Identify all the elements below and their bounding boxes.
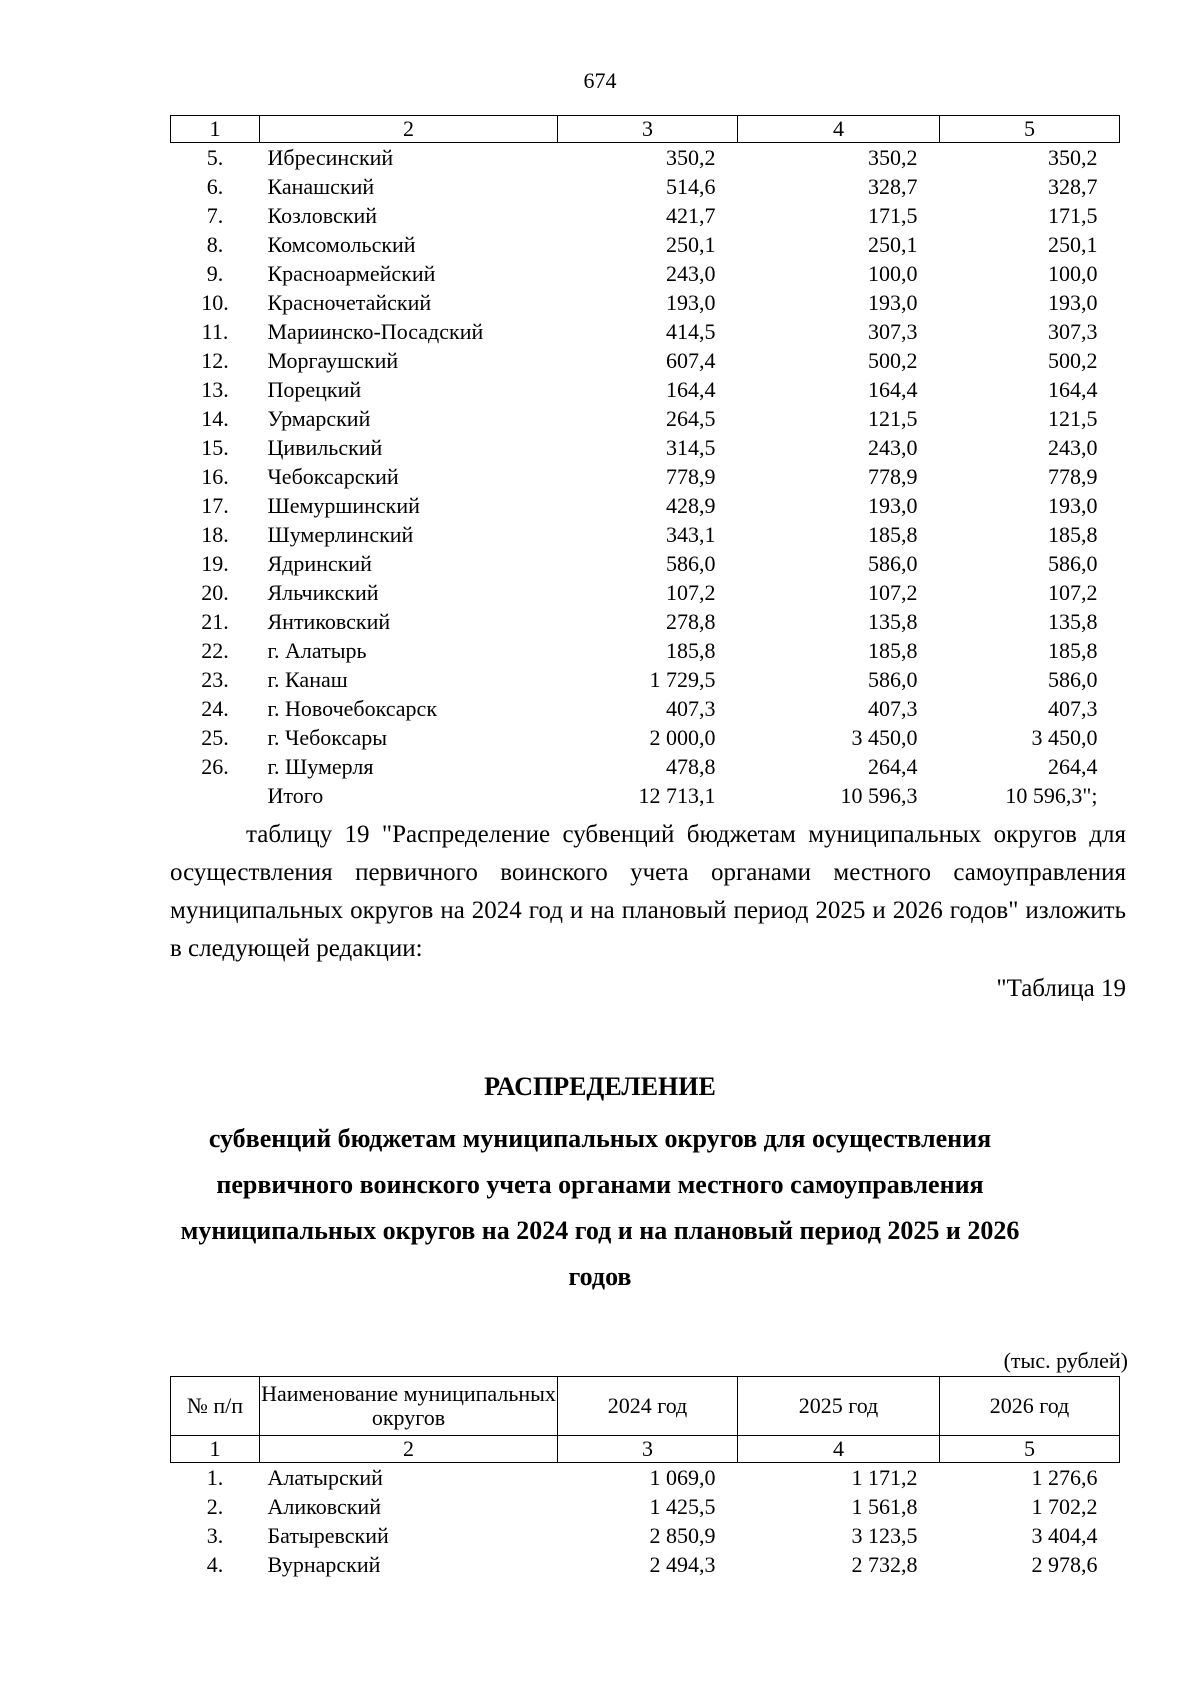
table-row: [171, 259, 1120, 288]
value-2026: 100,0: [1048, 261, 1098, 286]
table-row: [171, 1521, 1120, 1550]
row-number: 18.: [201, 522, 229, 547]
district-name: г. Новочебоксарск: [267, 696, 438, 721]
row-number: 23.: [201, 667, 229, 692]
value-2024: 12 713,1: [638, 783, 716, 808]
value-2024: 778,9: [666, 464, 716, 489]
value-2024: 478,8: [666, 754, 716, 779]
value-2025: 185,8: [868, 522, 918, 547]
row-number: 6.: [206, 174, 224, 199]
value-2024: 1 069,0: [649, 1465, 716, 1490]
value-2025: 243,0: [868, 435, 918, 460]
value-2024: 407,3: [666, 696, 716, 721]
district-name: Шемуршинский: [267, 493, 420, 518]
table-row: [171, 1463, 1120, 1493]
row-number: 14.: [201, 406, 229, 431]
column-number: 2: [260, 1436, 558, 1463]
value-2026: 778,9: [1048, 464, 1098, 489]
column-number: 1: [171, 1436, 260, 1463]
district-name: г. Шумерля: [267, 754, 374, 779]
value-2024: 514,6: [666, 174, 716, 199]
row-number: 4.: [206, 1552, 224, 1577]
value-2026: 1 276,6: [1031, 1465, 1098, 1490]
table-row: [171, 665, 1120, 694]
district-name: Яльчикский: [267, 580, 379, 605]
district-name: Чебоксарский: [267, 464, 399, 489]
district-name: Комсомольский: [267, 232, 416, 257]
table-row: [171, 520, 1120, 549]
value-2025: 100,0: [868, 261, 918, 286]
table-row: [171, 317, 1120, 346]
district-name: г. Чебоксары: [267, 725, 388, 750]
value-2024: 185,8: [666, 638, 716, 663]
value-2026: 135,8: [1048, 609, 1098, 634]
district-name: Цивильский: [267, 435, 383, 460]
column-number: 2: [260, 116, 558, 143]
table-row: [171, 433, 1120, 462]
value-2026: 500,2: [1048, 348, 1098, 373]
column-number: 5: [940, 116, 1120, 143]
district-name: Янтиковский: [267, 609, 391, 634]
row-number: 20.: [201, 580, 229, 605]
row-number: 21.: [201, 609, 229, 634]
table-row: [171, 288, 1120, 317]
value-2026: 121,5: [1048, 406, 1098, 431]
value-2024: 421,7: [666, 203, 716, 228]
table-row: [171, 491, 1120, 520]
value-2026: 1 702,2: [1031, 1494, 1098, 1519]
units-label: (тыс. рублей): [1003, 1348, 1128, 1373]
value-2025: 307,3: [868, 319, 918, 344]
subvention-table: [170, 1376, 1120, 1579]
value-2025: 185,8: [868, 638, 918, 663]
row-number: 16.: [201, 464, 229, 489]
value-2024: 314,5: [666, 435, 716, 460]
value-2025: 586,0: [868, 551, 918, 576]
row-number: 13.: [201, 377, 229, 402]
value-2025: 500,2: [868, 348, 918, 373]
table2-body: [171, 1377, 1120, 1580]
table-row: [171, 375, 1120, 404]
district-name: Порецкий: [267, 377, 362, 402]
amendment-paragraph: таблицу 19 "Распределение субвенций бюджетам муниципальных округов для осуществления первичного воинского учета органами местного самоуправления муниципальных округов на 2024 год и на плановый период 2025 и 2026 годов" изложить в следующей редакции:: [170, 821, 1126, 962]
header-num: № п/п: [171, 1377, 260, 1436]
district-name: Аликовский: [267, 1494, 381, 1519]
district-name: Канашский: [267, 174, 375, 199]
value-2026: 350,2: [1048, 145, 1098, 170]
table-row: [171, 172, 1120, 201]
column-number: 1: [171, 116, 260, 143]
value-2026: 185,8: [1048, 522, 1098, 547]
row-number: 26.: [201, 754, 229, 779]
row-number: 17.: [201, 493, 229, 518]
value-2024: 107,2: [666, 580, 716, 605]
header-2026: 2026 год: [940, 1377, 1120, 1436]
value-2025: 407,3: [868, 696, 918, 721]
value-2025: 3 123,5: [851, 1523, 918, 1548]
value-2024: 250,1: [666, 232, 716, 257]
row-number: 10.: [201, 290, 229, 315]
value-2025: 135,8: [868, 609, 918, 634]
value-2025: 3 450,0: [851, 725, 918, 750]
row-number: 24.: [201, 696, 229, 721]
row-number: 22.: [201, 638, 229, 663]
district-name: г. Канаш: [267, 667, 348, 692]
header-name: Наименование муниципальных округов: [260, 1377, 558, 1436]
value-2024: 586,0: [666, 551, 716, 576]
table-row: [171, 781, 1120, 810]
district-name: Итого: [267, 783, 324, 808]
district-name: Ядринский: [267, 551, 372, 576]
subvention-table-continued: [170, 115, 1120, 810]
value-2026: 193,0: [1048, 290, 1098, 315]
row-number: 1.: [206, 1465, 224, 1490]
row-number: 15.: [201, 435, 229, 460]
value-2026: 586,0: [1048, 551, 1098, 576]
value-2025: 107,2: [868, 580, 918, 605]
value-2025: 2 732,8: [851, 1552, 918, 1577]
value-2025: 350,2: [868, 145, 918, 170]
table-header-row: [171, 1377, 1120, 1436]
table-row: [171, 230, 1120, 259]
district-name: Красночетайский: [267, 290, 432, 315]
table-row: [171, 607, 1120, 636]
row-number: 8.: [206, 232, 224, 257]
row-number: 12.: [201, 348, 229, 373]
table-row: [171, 1550, 1120, 1579]
page-number: 674: [583, 68, 617, 93]
value-2026: 107,2: [1048, 580, 1098, 605]
row-number: 2.: [206, 1494, 224, 1519]
row-number: 7.: [206, 203, 224, 228]
value-2026: 328,7: [1048, 174, 1098, 199]
table-row: [171, 1492, 1120, 1521]
table-row: [171, 462, 1120, 491]
value-2026: 193,0: [1048, 493, 1098, 518]
value-2024: 278,8: [666, 609, 716, 634]
value-2024: 164,4: [666, 377, 716, 402]
value-2024: 350,2: [666, 145, 716, 170]
table-row: [171, 752, 1120, 781]
value-2024: 2 850,9: [649, 1523, 716, 1548]
value-2025: 778,9: [868, 464, 918, 489]
value-2025: 10 596,3: [840, 783, 918, 808]
column-number-row: [171, 116, 1120, 143]
value-2026: 407,3: [1048, 696, 1098, 721]
value-2025: 250,1: [868, 232, 918, 257]
column-number: 4: [738, 116, 940, 143]
value-2025: 586,0: [868, 667, 918, 692]
value-2026: 586,0: [1048, 667, 1098, 692]
value-2024: 193,0: [666, 290, 716, 315]
value-2025: 193,0: [868, 290, 918, 315]
table-row: [171, 549, 1120, 578]
district-name: Козловский: [267, 203, 378, 228]
header-2024: 2024 год: [558, 1377, 738, 1436]
value-2025: 1 561,8: [851, 1494, 918, 1519]
row-number: 19.: [201, 551, 229, 576]
value-2025: 121,5: [868, 406, 918, 431]
value-2025: 264,4: [868, 754, 918, 779]
table-row: [171, 404, 1120, 433]
value-2026: 185,8: [1048, 638, 1098, 663]
row-number: 25.: [201, 725, 229, 750]
value-2025: 193,0: [868, 493, 918, 518]
value-2024: 414,5: [666, 319, 716, 344]
value-2024: 243,0: [666, 261, 716, 286]
value-2026: 264,4: [1048, 754, 1098, 779]
column-number: 4: [738, 1436, 940, 1463]
value-2024: 1 729,5: [649, 667, 716, 692]
table-title: РАСПРЕДЕЛЕНИЕ: [484, 1072, 716, 1101]
value-2026: 10 596,3";: [1005, 783, 1098, 808]
district-name: Моргаушский: [267, 348, 399, 373]
value-2025: 328,7: [868, 174, 918, 199]
column-number: 5: [940, 1436, 1120, 1463]
district-name: Ибресинский: [267, 145, 394, 170]
value-2024: 343,1: [666, 522, 716, 547]
district-name: Урмарский: [267, 406, 371, 431]
table-row: [171, 201, 1120, 230]
column-number: 3: [558, 1436, 738, 1463]
district-name: Батыревский: [267, 1523, 389, 1548]
row-number: 9.: [206, 261, 224, 286]
district-name: Алатырский: [267, 1465, 383, 1490]
row-number: 11.: [201, 319, 229, 344]
value-2025: 1 171,2: [851, 1465, 918, 1490]
row-number: 5.: [206, 145, 224, 170]
value-2024: 1 425,5: [649, 1494, 716, 1519]
table-label: "Таблица 19: [996, 975, 1126, 1002]
table-row: [171, 636, 1120, 665]
value-2024: 428,9: [666, 493, 716, 518]
value-2025: 171,5: [868, 203, 918, 228]
value-2026: 171,5: [1048, 203, 1098, 228]
value-2024: 2 494,3: [649, 1552, 716, 1577]
column-number: 3: [558, 116, 738, 143]
value-2026: 164,4: [1048, 377, 1098, 402]
column-number-row: [171, 1436, 1120, 1463]
district-name: г. Алатырь: [267, 638, 367, 663]
value-2026: 3 450,0: [1031, 725, 1098, 750]
value-2026: 2 978,6: [1031, 1552, 1098, 1577]
district-name: Вурнарский: [267, 1552, 381, 1577]
value-2026: 3 404,4: [1031, 1523, 1098, 1548]
header-2025: 2025 год: [738, 1377, 940, 1436]
value-2024: 2 000,0: [649, 725, 716, 750]
value-2026: 307,3: [1048, 319, 1098, 344]
value-2026: 250,1: [1048, 232, 1098, 257]
table-row: [171, 143, 1120, 173]
district-name: Красноармейский: [267, 261, 436, 286]
row-number: 3.: [206, 1523, 224, 1548]
table-subtitle: субвенций бюджетам муниципальных округов для осуществления первичного воинского учета органами местного самоуправления муниципальных округов на 2024 год и на плановый период 2025 и 2026 годов: [180, 1124, 1020, 1291]
value-2026: 243,0: [1048, 435, 1098, 460]
value-2024: 607,4: [666, 348, 716, 373]
table1-body: [171, 116, 1120, 811]
district-name: Шумерлинский: [267, 522, 414, 547]
table-row: [171, 578, 1120, 607]
value-2024: 264,5: [666, 406, 716, 431]
row-number: [171, 781, 260, 810]
table-row: [171, 694, 1120, 723]
table-row: [171, 723, 1120, 752]
district-name: Мариинско-Посадский: [267, 319, 484, 344]
value-2025: 164,4: [868, 377, 918, 402]
table-row: [171, 346, 1120, 375]
